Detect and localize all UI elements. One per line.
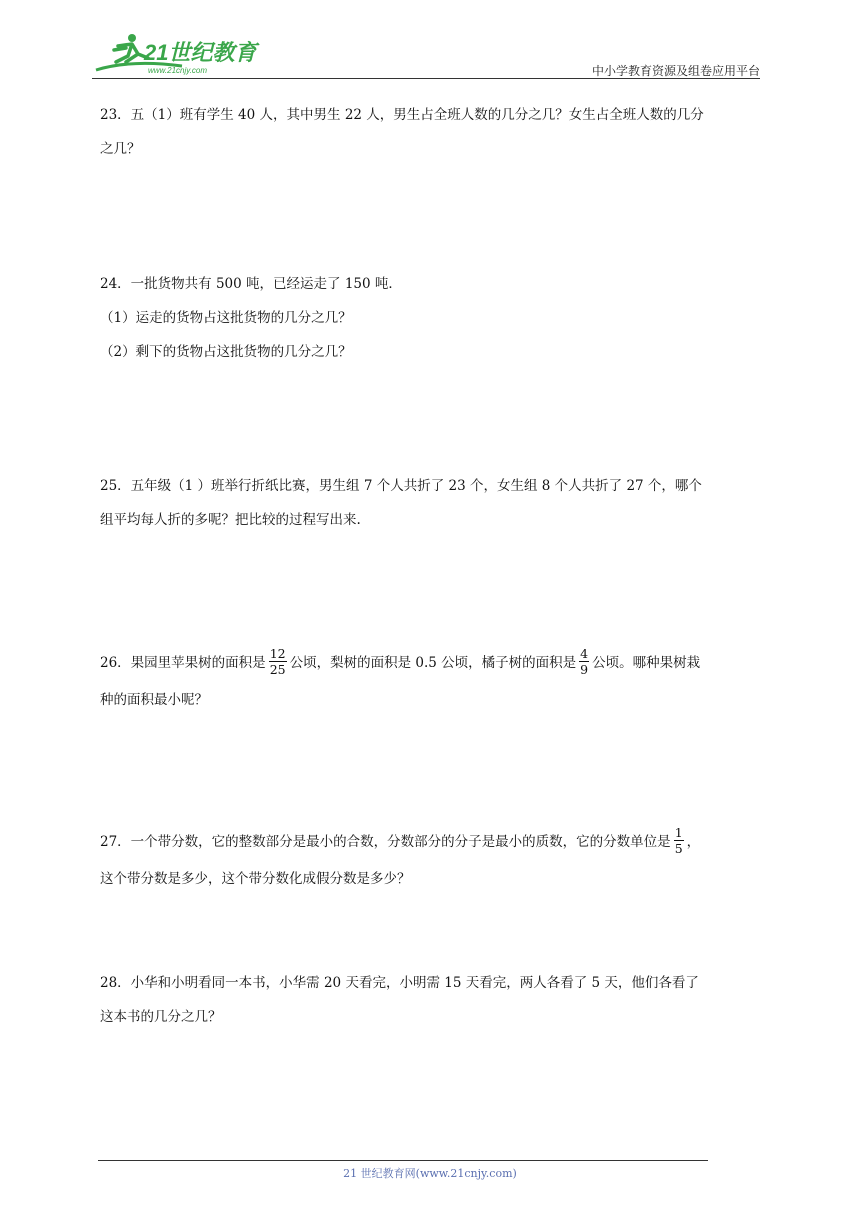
question-28 xyxy=(100,966,762,1034)
question-24-line-1: 24．一批货物共有 500 吨，已经运走了 150 吨． xyxy=(100,276,402,292)
question-23-line-1: 23．五（1）班有学生 40 人，其中男生 22 人，男生占全班人数的几分之几？女生占全班人数的几分 xyxy=(100,107,704,123)
question-24-subquestion-2: （2）剩下的货物占这批货物的几分之几？ xyxy=(100,344,352,360)
fraction-denominator: 9 xyxy=(580,662,589,677)
fraction-denominator: 5 xyxy=(674,841,683,856)
header-divider xyxy=(92,78,760,79)
question-24 xyxy=(100,267,762,369)
logo-url: www.21cnjy.com xyxy=(148,66,207,75)
question-28-line-1: 28．小华和小明看同一本书，小华需 20 天看完，小明需 15 天看完，两人各看了 5 天，他们各看了 xyxy=(100,975,699,991)
question-26-text-c: 公顷。哪种果树栽 xyxy=(592,655,701,671)
question-25-line-1: 25．五年级（1 ）班举行折纸比赛，男生组 7 个人共折了 23 个，女生组 8 个人共折了 27 个，哪个 xyxy=(100,478,702,494)
question-25 xyxy=(100,469,762,537)
question-24-subquestion-1: （1）运走的货物占这批货物的几分之几？ xyxy=(100,310,352,326)
question-26 xyxy=(100,643,762,717)
question-23 xyxy=(100,98,762,166)
question-27-text-a: 27．一个带分数，它的整数部分是最小的合数，分数部分的分子是最小的质数，它的分数单位是 xyxy=(100,834,671,850)
fraction-denominator: 25 xyxy=(269,662,286,677)
question-27-text-b: ， xyxy=(686,834,701,850)
fraction-numerator: 12 xyxy=(269,646,286,661)
footer-divider xyxy=(98,1160,708,1161)
fraction-numerator: 4 xyxy=(580,646,589,661)
question-26-text-a: 26．果园里苹果树的面积是 xyxy=(100,655,266,671)
question-28-line-2: 这本书的几分之几？ xyxy=(100,1009,222,1025)
question-27 xyxy=(100,822,762,896)
footer-link[interactable]: 21 世纪教育网(www.21cnjy.com) xyxy=(343,1167,517,1180)
question-27-line-1 xyxy=(100,822,762,862)
fraction-4-9 xyxy=(579,646,589,677)
site-logo xyxy=(92,32,262,76)
fraction-numerator: 1 xyxy=(674,825,683,840)
question-25-line-2: 组平均每人折的多呢？把比较的过程写出来. xyxy=(100,512,361,528)
question-26-text-b: 公顷，梨树的面积是 0.5 公顷，橘子树的面积是 xyxy=(289,655,577,671)
page-header xyxy=(92,30,760,78)
question-27-line-2: 这个带分数是多少，这个带分数化成假分数是多少？ xyxy=(100,871,411,887)
platform-name: 中小学教育资源及组卷应用平台 xyxy=(591,64,760,78)
question-23-line-2: 之几？ xyxy=(100,141,141,157)
fraction-1-5 xyxy=(674,825,684,856)
question-26-line-1 xyxy=(100,643,762,683)
logo-wordmark: 21世纪教育 xyxy=(144,40,257,65)
fraction-12-25 xyxy=(269,646,287,677)
question-26-line-2: 种的面积最小呢？ xyxy=(100,692,208,708)
